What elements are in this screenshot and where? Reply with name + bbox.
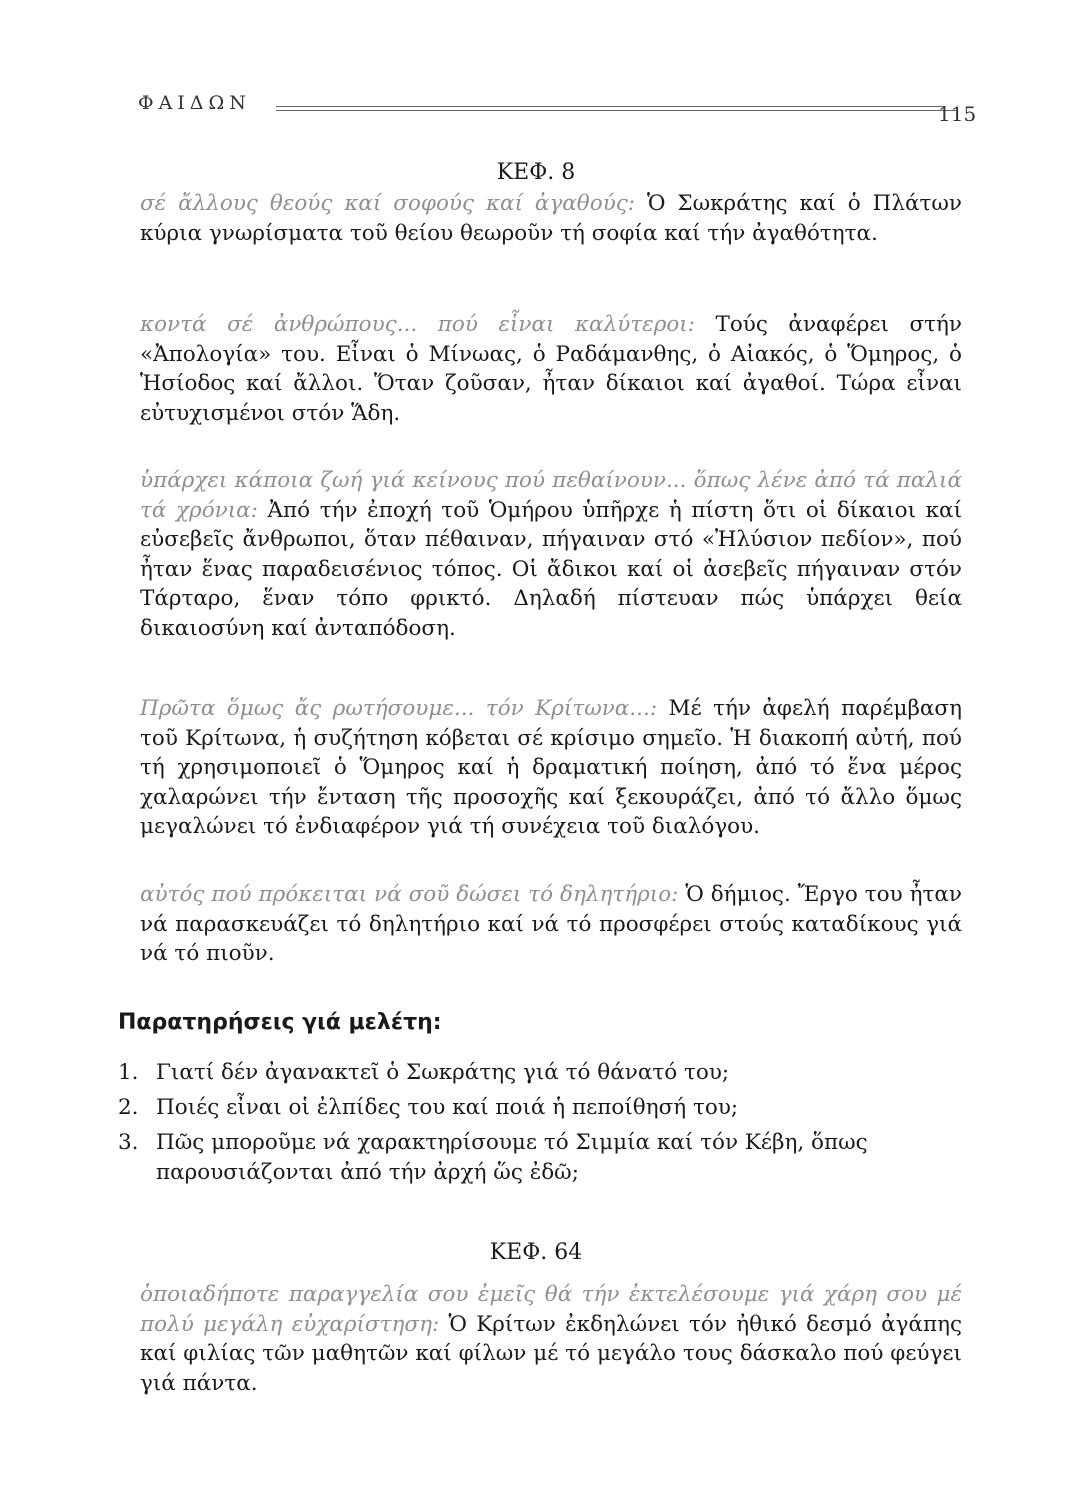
commentary-note — [140, 694, 962, 842]
note-text: Τούς ἀναφέρει στήν «Ἀπολογία» του. Εἶναι ὁ Μίνωας, ὁ Ραδάμανθης, ὁ Αἰακός, ὁ Ὅμηρος, ὁ Ἡσίοδος καί ἄλλοι. Ὅταν ζοῦσαν, ἦταν δίκαιοι καί ἀγαθοί. Τώρα εἶναι εὐτυχισμένοι στόν Ἅδη. — [140, 312, 962, 426]
page-number: 115 — [938, 102, 977, 126]
note-lemma: σέ ἄλλους θεούς καί σοφούς καί ἀγαθούς: — [140, 191, 636, 216]
chapter-heading: ΚΕΦ. 8 — [496, 160, 576, 185]
chapter-heading: ΚΕΦ. 64 — [489, 1240, 583, 1265]
note-text: Ὁ δήμιος. Ἔργο του ἦταν νά παρασκευάζει τό δηλητήριο καί νά τό προσφέρει στούς καταδίκους γιά νά τό πιοῦν. — [140, 882, 962, 967]
note-text: Ἀπό τήν ἐποχή τοῦ Ὁμήρου ὑπῆρχε ἡ πίστη ὅτι οἱ δίκαιοι καί εὐσεβεῖς ἄνθρωποι, ὅταν πέθαιναν, πήγαιναν στό «Ἠλύσιον πεδίον», πού ἦταν ἕνας παραδεισένιος τόπος. Οἱ ἄδικοι καί οἱ ἀσεβεῖς πήγαιναν στόν Τάρταρο, ἕναν τόπο φρικτό. Δηλαδή πίστευαν πώς ὑπάρχει θεία δικαιοσύνη καί ἀνταπόδοση. — [140, 497, 962, 641]
note-lemma: κοντά σέ ἀνθρώπους... πού εἶναι καλύτεροι: — [140, 312, 695, 337]
note-lemma: Πρῶτα ὅμως ἄς ρωτήσουμε... τόν Κρίτωνα...: — [140, 696, 658, 721]
commentary-note — [140, 880, 962, 969]
note-text: Μέ τήν ἀφελή παρέμβαση τοῦ Κρίτωνα, ἡ συζήτηση κόβεται σέ κρίσιμο σημεῖο. Ἡ διακοπή αὐτή, πού τή χρησιμοποιεῖ ὁ Ὅμηρος καί ἡ δραματική ποίηση, ἀπό τό ἕνα μέρος χαλαρώνει τήν ἔνταση τῆς προσοχῆς καί ξεκουράζει, ἀπό τό ἄλλο ὅμως μεγαλώνει τό ἐνδιαφέρον γιά τή συνέχεια τοῦ διαλόγου. — [140, 696, 962, 840]
study-questions — [118, 1058, 963, 1193]
question-number: 2. — [118, 1095, 139, 1120]
running-title: ΦΑΙΔΩΝ — [138, 92, 251, 114]
commentary-note — [140, 466, 962, 644]
commentary-note — [140, 1280, 962, 1398]
note-text: Ὁ Σωκράτης καί ὁ Πλάτων κύρια γνωρίσματα τοῦ θείου θεωροῦν τή σοφία καί τήν ἀγαθότητα. — [140, 191, 963, 246]
question-number: 1. — [118, 1060, 139, 1085]
note-lemma: ὑπάρχει κάποια ζωή γιά κείνους πού πεθαίνουν... ὅπως λένε ἀπό τά παλιά τά χρόνια: — [140, 468, 962, 523]
question-number: 3. — [118, 1130, 139, 1155]
list-item — [118, 1058, 963, 1088]
list-item — [118, 1093, 963, 1123]
running-head — [138, 92, 977, 132]
header-rule — [276, 106, 946, 107]
commentary-note — [140, 189, 962, 248]
study-heading: Παρατηρήσεις γιά μελέτη: — [118, 1010, 442, 1035]
note-lemma: αὐτός πού πρόκειται νά σοῦ δώσει τό δηλητήριο: — [140, 882, 679, 907]
question-text: Γιατί δέν ἀγανακτεῖ ὁ Σωκράτης γιά τό θάνατό του; — [156, 1060, 730, 1085]
list-item — [118, 1128, 963, 1188]
header-rule — [276, 110, 956, 111]
note-lemma: ὁποιαδήποτε παραγγελία σου ἐμεῖς θά τήν ἐκτελέσουμε γιά χάρη σου μέ πολύ μεγάλη εὐχαρίστηση: — [140, 1282, 962, 1337]
commentary-note — [140, 310, 962, 428]
note-text: Ὁ Κρίτων ἐκδηλώνει τόν ἠθικό δεσμό ἀγάπης καί φιλίας τῶν μαθητῶν καί φίλων μέ τό μεγάλο τους δάσκαλο πού φεύγει γιά πάντα. — [140, 1311, 963, 1396]
question-text: Πῶς μποροῦμε νά χαρακτηρίσουμε τό Σιμμία καί τόν Κέβη, ὅπως παρουσιάζονται ἀπό τήν ἀρχή ὥς ἐδῶ; — [156, 1130, 868, 1185]
question-text: Ποιές εἶναι οἱ ἐλπίδες του καί ποιά ἡ πεποίθησή του; — [156, 1095, 739, 1120]
